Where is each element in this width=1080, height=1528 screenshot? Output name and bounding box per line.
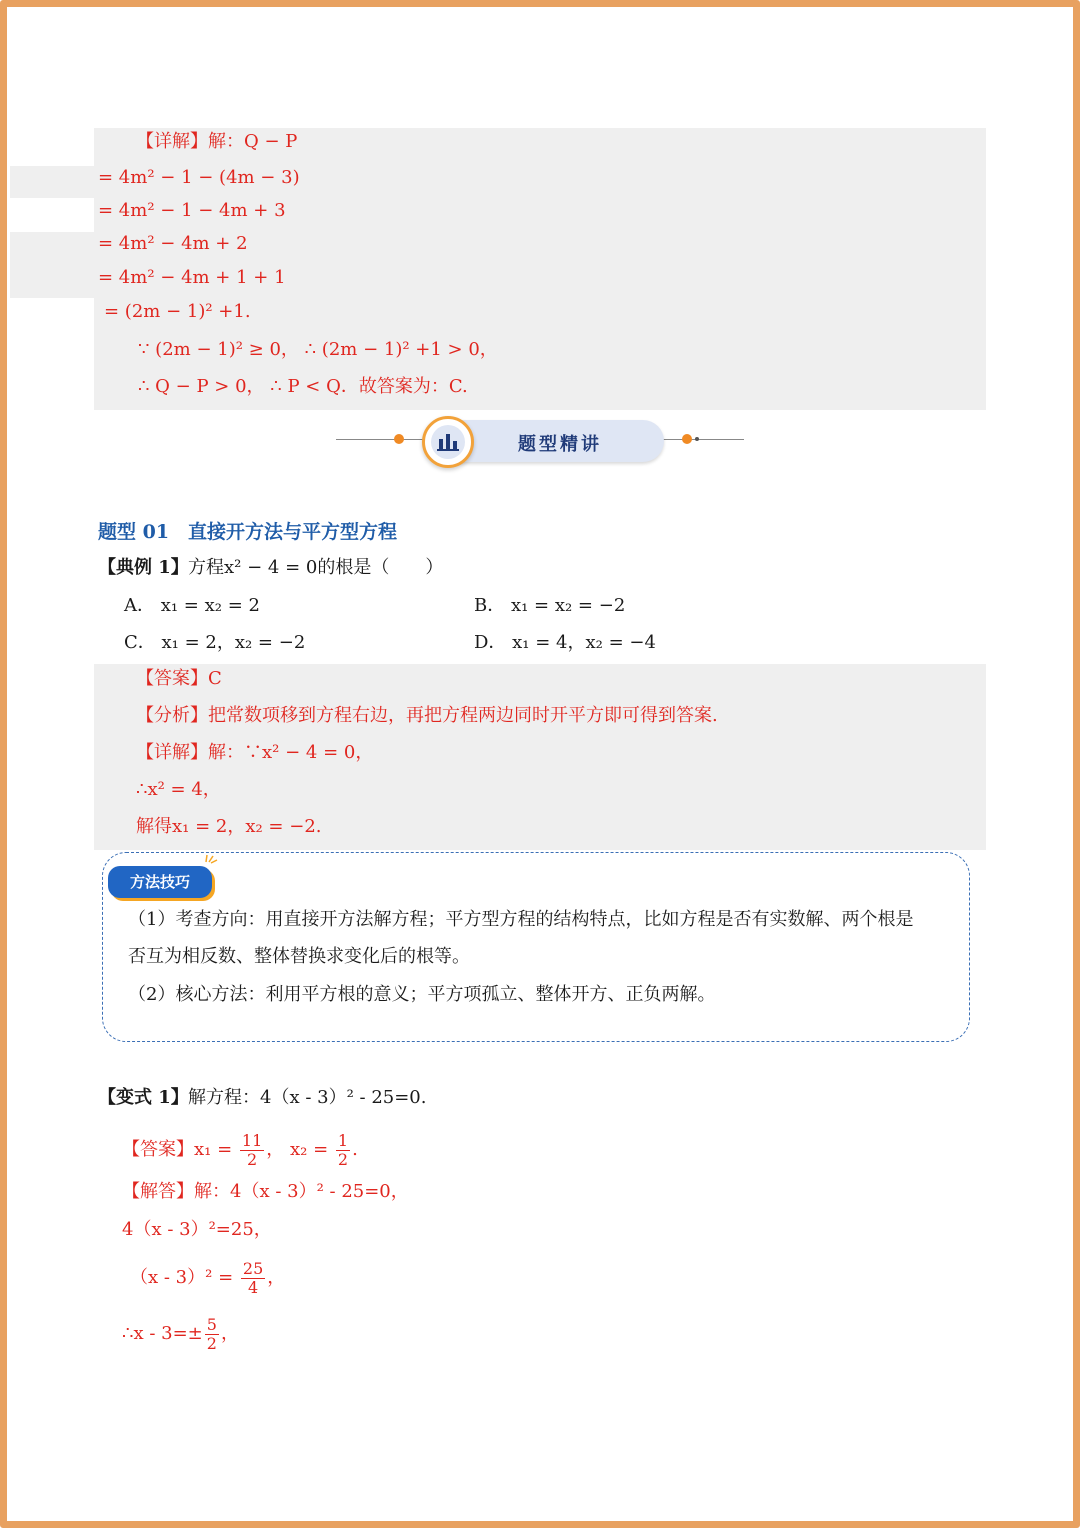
solution-margin-strip [10,232,94,298]
option-c: C． x₁ = 2，x₂ = −2 [124,632,306,653]
solution-line: ∵ (2m − 1)² ≥ 0， ∴ (2m − 1)² +1 > 0， [138,339,498,360]
solution-line: ∴ Q − P > 0， ∴ P < Q．故答案为：C. [138,376,468,397]
solution-line: 【详解】解：Q − P [136,131,298,152]
variant-answer: 【答案】x₁ = $\frac{11}{2}$ ， x₂ = $\frac{1}{2}$ . [122,1130,358,1169]
fraction-x1: $\frac{11}{2}$ [241,1130,263,1169]
fraction-25-4: $\frac{25}{4}$ [242,1258,264,1297]
tips-paragraph: （1）考查方向：用直接开方法解方程；平方型方程的结构特点，比如方程是否有实数解、两个根是 [128,909,914,930]
variant-question: 解方程：4（x - 3）² - 25=0. [188,1087,427,1108]
section-title: 题型 01 直接开方法与平方型方程 [98,521,398,543]
variant-step: ∴x - 3=± $\frac{5}{2}$ ， [122,1314,239,1353]
solution-line: = (2m − 1)² +1. [104,301,251,322]
banner-line-left [336,439,426,440]
solution-line: = 4m² − 4m + 1 + 1 [98,267,286,288]
step-line: ∴x² = 4， [136,779,221,800]
step-line: 解得x₁ = 2，x₂ = −2. [136,816,322,837]
x1-label: x₁ = [194,1139,233,1160]
tips-paragraph: 否互为相反数、整体替换求变化后的根等。 [128,946,470,967]
answer-line: 【答案】C [136,668,222,689]
banner-title: 题型精讲 [518,434,602,455]
solve-text: 解：4（x - 3）² - 25=0， [194,1181,409,1202]
banner-icon-circle [422,416,474,468]
fraction-x2: $\frac{1}{2}$ [337,1130,349,1169]
solution-line: = 4m² − 1 − 4m + 3 [98,200,286,221]
banner-dot-left [394,434,404,444]
detail-line: 【详解】解：∵x² − 4 = 0， [136,742,374,763]
solution-line: = 4m² − 4m + 2 [98,233,248,254]
solve-label: 【解答】 [122,1181,194,1202]
section-banner [332,414,748,470]
option-d: D． x₁ = 4，x₂ = −4 [474,632,656,653]
analysis-line: 【分析】把常数项移到方程右边，再把方程两边同时开平方即可得到答案. [136,705,718,726]
sparkle-icon [204,852,218,864]
banner-line-right [662,439,744,440]
x2-label: ， x₂ = [266,1139,329,1160]
fraction-5-2: $\frac{5}{2}$ [206,1314,217,1353]
variant-step: 4（x - 3）²=25， [122,1219,272,1240]
variant-step: （x - 3）² = $\frac{25}{4}$ ， [130,1258,286,1297]
variant-label: 【变式 1】 [98,1087,189,1108]
tips-paragraph: （2）核心方法：利用平方根的意义；平方项孤立、整体开方、正负两解。 [128,984,716,1005]
option-a: A． x₁ = x₂ = 2 [124,595,260,616]
answer-label: 【答案】 [122,1139,194,1160]
example-label: 【典例 1】 [98,557,189,578]
method-tips-label: 方法技巧 [108,866,212,898]
example-question: 方程x² − 4 = 0的根是（ ） [188,557,444,578]
banner-dot-small [695,437,699,441]
banner-dot-right [682,434,692,444]
variant-solve [122,1180,409,1204]
solution-line: = 4m² − 1 − (4m − 3) [98,167,300,188]
bar-chart-icon [437,430,459,452]
option-b: B． x₁ = x₂ = −2 [474,595,626,616]
solution-margin-strip [10,166,94,198]
